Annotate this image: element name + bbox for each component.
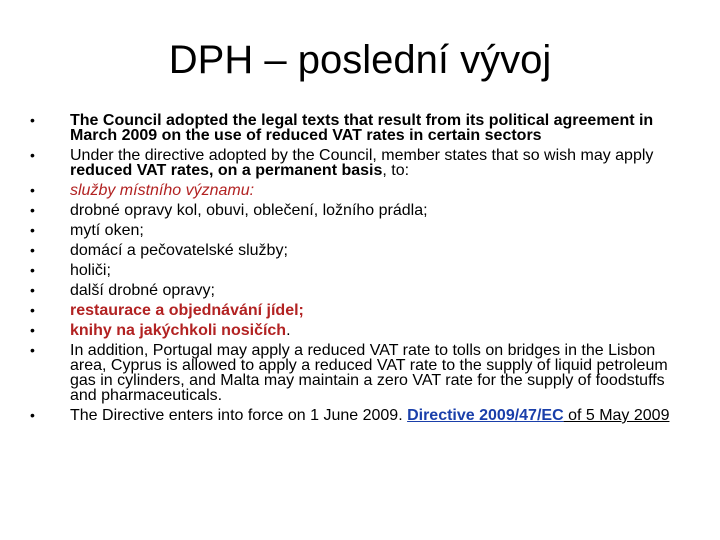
list-item bbox=[30, 323, 690, 338]
list-item bbox=[30, 343, 690, 403]
item-text-post: . bbox=[286, 322, 291, 339]
bullet-icon: • bbox=[30, 242, 35, 258]
bullet-icon: • bbox=[30, 112, 35, 128]
item-text-pre: The Directive enters into force on 1 June 2009. bbox=[70, 407, 408, 424]
item-text: domácí a pečovatelské služby; bbox=[70, 242, 288, 259]
bullet-icon: • bbox=[30, 147, 35, 163]
item-text: restaurace a objednávání jídel; bbox=[70, 302, 304, 319]
item-text: mytí oken; bbox=[70, 222, 144, 239]
bullet-icon: • bbox=[30, 282, 35, 298]
bullet-icon: • bbox=[30, 202, 35, 218]
item-text: další drobné opravy; bbox=[70, 282, 215, 299]
list-item bbox=[30, 263, 690, 278]
item-text-bold: reduced VAT rates, on a permanent basis bbox=[70, 162, 383, 179]
list-item bbox=[30, 203, 690, 218]
list-item bbox=[30, 148, 690, 178]
list-item bbox=[30, 183, 690, 198]
list-item bbox=[30, 283, 690, 298]
list-item bbox=[30, 113, 690, 143]
list-item bbox=[30, 243, 690, 258]
bullet-icon: • bbox=[30, 222, 35, 238]
list-item bbox=[30, 408, 690, 423]
bullet-icon: • bbox=[30, 342, 35, 358]
item-text-bold: knihy na jakýchkoli nosičích bbox=[70, 322, 287, 339]
item-text: The Council adopted the legal texts that result from its political agreement in March 2009 on the use of reduced VAT rates in certain sectors bbox=[70, 112, 654, 144]
bullet-icon: • bbox=[30, 302, 35, 318]
item-text: drobné opravy kol, obuvi, oblečení, ložního prádla; bbox=[70, 202, 428, 219]
item-text-post: , to: bbox=[382, 162, 410, 179]
bullet-icon: • bbox=[30, 407, 35, 423]
list-item bbox=[30, 303, 690, 318]
bullet-list bbox=[30, 113, 690, 428]
item-text: In addition, Portugal may apply a reduced VAT rate to tolls on bridges in the Lisbon area, Cyprus is allowed to apply a reduced VAT rate to the supply of liquid petroleum gas in cylinders, and Malta may maintain a zero VAT rate for the supply of foodstuffs and pharmaceuticals. bbox=[70, 342, 668, 404]
item-text-pre: Under the directive adopted by the Council, member states that so wish may apply bbox=[70, 147, 654, 164]
slide-title: DPH – poslední vývoj bbox=[168, 38, 552, 82]
item-text: služby místního významu: bbox=[70, 182, 255, 199]
item-text: holiči; bbox=[70, 262, 111, 279]
item-text-post: of 5 May 2009 bbox=[563, 407, 670, 424]
bullet-icon: • bbox=[30, 262, 35, 278]
directive-link[interactable]: Directive 2009/47/EC bbox=[407, 407, 564, 424]
list-item bbox=[30, 223, 690, 238]
bullet-icon: • bbox=[30, 182, 35, 198]
bullet-icon: • bbox=[30, 322, 35, 338]
